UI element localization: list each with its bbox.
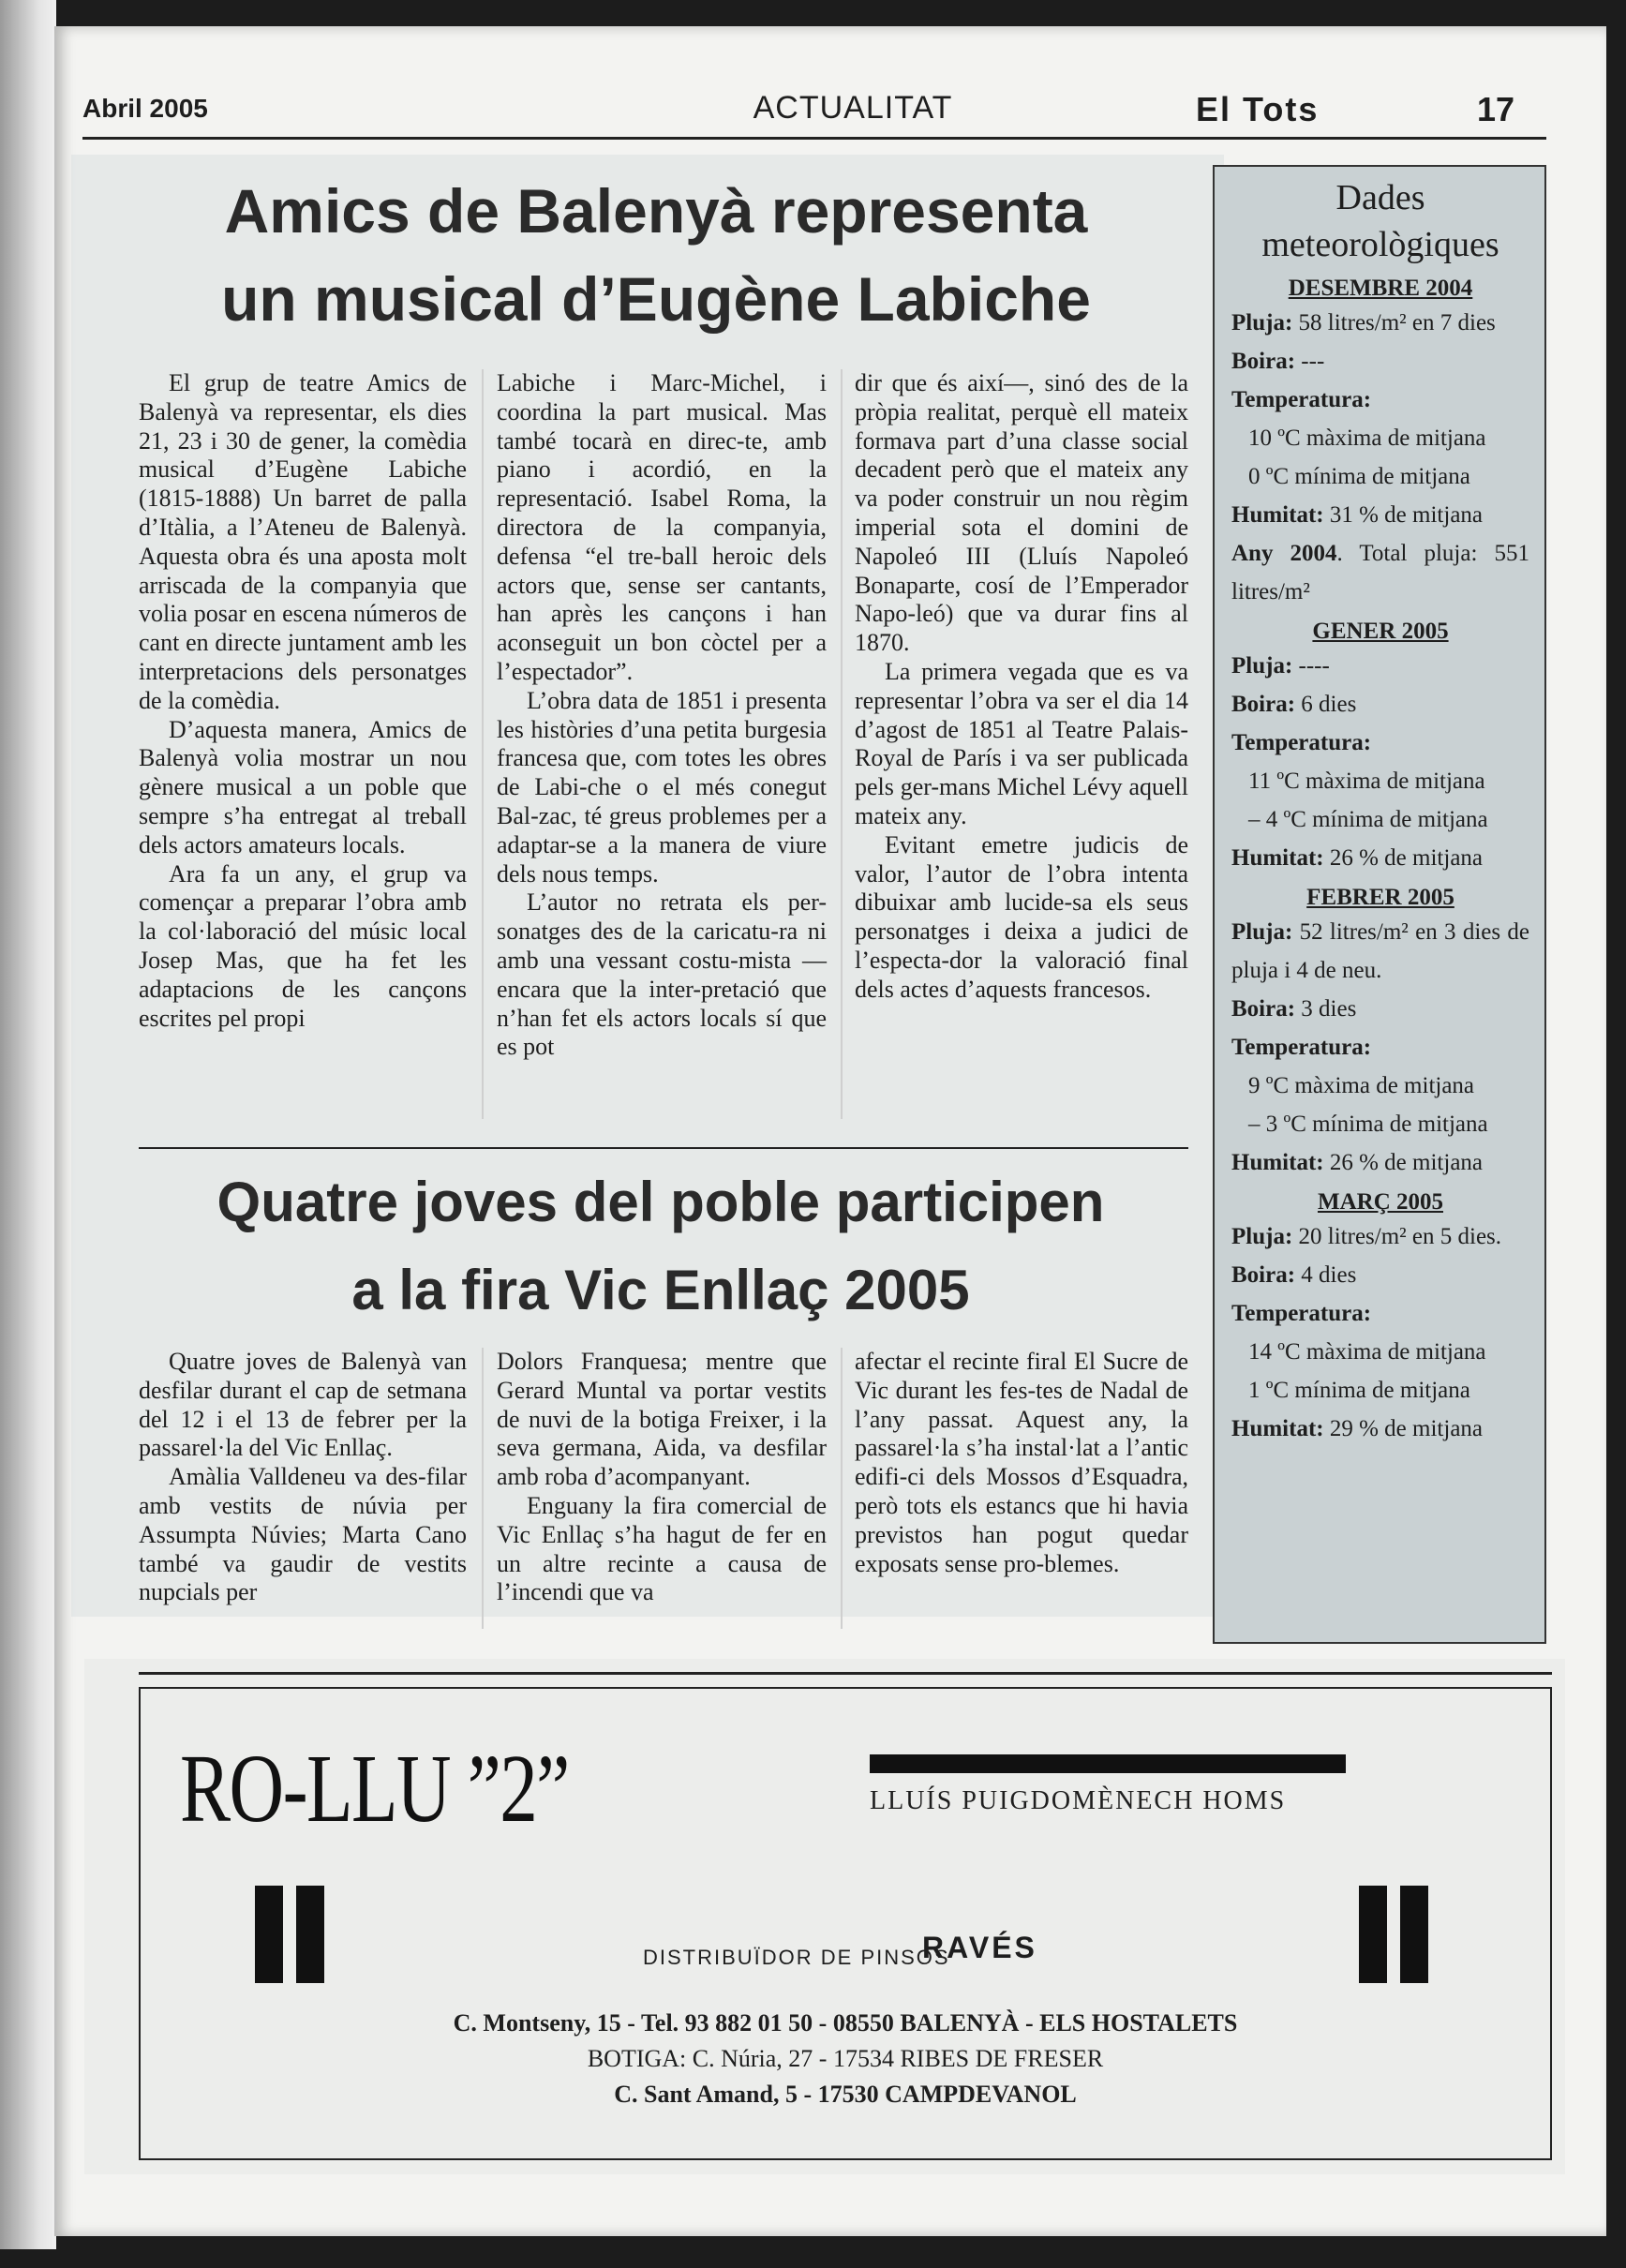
ad-double-bar-mark-right: [1359, 1886, 1432, 1983]
article-divider: [139, 1147, 1188, 1149]
year-total-line: [1231, 534, 1529, 611]
weather-month-block: [1231, 885, 1529, 1182]
ad-brand-name: RO-LLU ”2”: [180, 1735, 569, 1843]
paragraph: L’autor no retrata els per-sonatges des de la caricatu-ra ni amb una vessant costu-mista —encara que la inter-pretació que n’han fet els actors locals sí que es pot: [497, 888, 827, 1061]
temp-max: 11 ºC màxima de mitjana: [1248, 768, 1485, 794]
temp-min: 1 ºC mínima de mitjana: [1248, 1378, 1470, 1403]
fog-line: [1231, 990, 1529, 1028]
value: 3 dies: [1301, 996, 1357, 1022]
sidebar-title: [1231, 174, 1529, 268]
headline-line: Quatre joves del poble participen: [216, 1171, 1105, 1233]
temp-min: 0 ºC mínima de mitjana: [1248, 464, 1470, 489]
rain-line: [1231, 1217, 1529, 1256]
rain-line: [1231, 913, 1529, 990]
temperature-label: [1231, 1028, 1529, 1067]
paragraph: Quatre joves de Balenyà van desfilar durant el cap de setmana del 12 i el 13 de febrer per la passarel·la del Vic Enllaç.: [139, 1348, 467, 1462]
humidity-line: [1231, 839, 1529, 877]
temperature-label: [1231, 1294, 1529, 1333]
headline-line: Amics de Balenyà representa: [224, 176, 1088, 246]
value: . Total pluja: 551 litres/m²: [1231, 541, 1529, 604]
sidebar-title-line: meteorològiques: [1261, 225, 1499, 264]
label: Temperatura:: [1231, 730, 1372, 755]
temp-max: 14 ºC màxima de mitjana: [1248, 1339, 1486, 1365]
ad-owner-name: LLUÍS PUIGDOMÈNECH HOMS: [870, 1786, 1287, 1815]
value: 26 % de mitjana: [1329, 845, 1484, 871]
humidity-line: [1231, 496, 1529, 534]
label: Pluja:: [1231, 1224, 1293, 1249]
issue-date: Abril 2005: [82, 94, 208, 123]
rain-line: [1231, 647, 1529, 685]
value: 58 litres/m² en 7 dies: [1298, 310, 1496, 336]
paragraph: dir que és així—, sinó des de la pròpia realitat, perquè ell mateix formava part d’una classe social decadent però que el mateix any va poder construir un nou règim imperial sota el domini de Napoleó III (Lluís Napoleó Bonaparte, cosí de l’Emperador Napo-leó) que va durar fins al 1870.: [855, 369, 1188, 657]
article2-column-1: [139, 1348, 467, 1607]
headline-line: un musical d’Eugène Labiche: [221, 264, 1091, 334]
weather-month-block: [1231, 619, 1529, 877]
column-rule: [841, 1348, 843, 1629]
paragraph: afectar el recinte firal El Sucre de Vic durant les fes-tes de Nadal de l’any passat. Aquest any, la passarel·la s’ha instal·lat a l’antic edifi-ci dels Mossos d’Esquadra, però tots els estancs que hi havia previstos han pogut quedar exposats sense pro-blemes.: [855, 1348, 1188, 1577]
temperature-label: [1231, 724, 1529, 762]
section-title: ACTUALITAT: [753, 90, 953, 126]
value: 31 % de mitjana: [1329, 502, 1484, 528]
paragraph: L’obra data de 1851 i presenta les històries d’una petita burgesia francesa que, com totes les obres de Labi-che o el més conegut Bal-zac, té greus problemes per a adaptar-se a la manera de viure dels nous temps.: [497, 686, 827, 888]
label: Boira:: [1231, 1262, 1296, 1288]
month-heading: DESEMBRE 2004: [1288, 276, 1473, 301]
value: 26 % de mitjana: [1329, 1150, 1484, 1175]
fog-line: [1231, 342, 1529, 380]
column-rule: [482, 1348, 484, 1629]
label: Temperatura:: [1231, 1301, 1372, 1326]
label: Boira:: [1231, 996, 1296, 1022]
temp-min: – 3 ºC mínima de mitjana: [1248, 1112, 1488, 1137]
label: Humitat:: [1231, 845, 1324, 871]
rain-line: [1231, 304, 1529, 342]
paragraph: Evitant emetre judicis de valor, l’autor de l’obra intenta dibuixar amb lucide-sa els seus personatges i deixa a judici de l’especta-dor la valoració final dels actes d’aquests francesos.: [855, 830, 1188, 1003]
ad-double-bar-mark-left: [255, 1886, 328, 1983]
paragraph: Labiche i Marc-Michel, i coordina la part musical. Mas també tocarà en direc-te, amb piano i acordió, en la representació. Isabel Roma, la directora de la companyia, defensa “el tre-ball heroic dels actors que, sense ser cantants, han après les cançons i han aconseguit un bon còctel per a l’espectador”.: [497, 369, 827, 685]
label: Humitat:: [1231, 1150, 1324, 1175]
ad-black-bar: [870, 1754, 1346, 1773]
value: 52 litres/m² en 3 dies de pluja i 4 de neu.: [1231, 919, 1529, 983]
label: Boira:: [1231, 692, 1296, 717]
paragraph: Amàlia Valldeneu va des-filar amb vestits de núvia per Assumpta Núvies; Marta Cano també va gaudir de vestits nupcials per: [139, 1463, 467, 1606]
month-heading: GENER 2005: [1312, 619, 1449, 644]
header-rule: [82, 137, 1546, 140]
article2-column-3: [855, 1348, 1188, 1578]
label: Temperatura:: [1231, 387, 1372, 412]
headline-line: a la fira Vic Enllaç 2005: [351, 1259, 970, 1321]
page-number: 17: [1477, 90, 1515, 128]
ad-address-line: BOTIGA: C. Núria, 27 - 17534 RIBES DE FRESER: [587, 2045, 1104, 2072]
weather-month-block: [1231, 1189, 1529, 1448]
paragraph: La primera vegada que es va representar l’obra va ser el dia 14 d’agost de 1851 al Teatre Palais-Royal de París i va ser publicada pels ger-mans Michel Lévy aquell mateix any.: [855, 657, 1188, 829]
month-heading: FEBRER 2005: [1306, 885, 1454, 910]
ad-distributor-name: RAVÉS: [922, 1931, 1037, 1964]
article2-column-2: [497, 1348, 827, 1607]
paragraph: Ara fa un any, el grup va començar a preparar l’obra amb la col·laboració del músic local Josep Mas, que ha fet les adaptacions de les cançons escrites pel propi: [139, 859, 467, 1032]
weather-month-block: [1231, 276, 1529, 611]
facing-page-edge: [0, 0, 56, 2249]
value: 4 dies: [1301, 1262, 1357, 1288]
month-heading: MARÇ 2005: [1317, 1189, 1443, 1215]
label: Humitat:: [1231, 502, 1324, 528]
value: 6 dies: [1301, 692, 1357, 717]
paragraph: Enguany la fira comercial de Vic Enllaç s’ha hagut de fer en un altre recinte a causa de l’incendi que va: [497, 1491, 827, 1606]
value: ----: [1298, 653, 1330, 679]
article2-headline: [122, 1158, 1200, 1335]
weather-sidebar: [1213, 165, 1546, 1644]
value: ---: [1301, 349, 1325, 374]
fog-line: [1231, 1256, 1529, 1294]
humidity-line: [1231, 1143, 1529, 1182]
label: Temperatura:: [1231, 1035, 1372, 1060]
temp-min: – 4 ºC mínima de mitjana: [1248, 807, 1488, 832]
ad-top-rule: [139, 1672, 1552, 1675]
temp-max: 10 ºC màxima de mitjana: [1248, 425, 1486, 451]
paragraph: D’aquesta manera, Amics de Balenyà volia mostrar un nou gènere musical a un poble que sempre s’ha entregat al treball dels actors amateurs locals.: [139, 715, 467, 858]
paragraph: Dolors Franquesa; mentre que Gerard Muntal va portar vestits de nuvi de la botiga Freixer, i la seva germana, Aida, va desfilar amb roba d’acompanyant.: [497, 1348, 827, 1491]
publication-name: El Tots: [1196, 90, 1320, 128]
humidity-line: [1231, 1410, 1529, 1448]
ad-address-line: C. Sant Amand, 5 - 17530 CAMPDEVANOL: [614, 2081, 1077, 2108]
value: 20 litres/m² en 5 dies.: [1298, 1224, 1502, 1249]
ad-distributor-label: DISTRIBUÏDOR DE PINSOS: [643, 1946, 950, 1969]
label: Pluja:: [1231, 919, 1293, 945]
label: Pluja:: [1231, 310, 1293, 336]
article1-headline: [112, 167, 1200, 343]
label: Humitat:: [1231, 1416, 1324, 1441]
article1-column-3: [855, 369, 1188, 1005]
value: 29 % de mitjana: [1329, 1416, 1484, 1441]
temperature-label: [1231, 380, 1529, 419]
temp-max: 9 ºC màxima de mitjana: [1248, 1073, 1475, 1098]
label: Any 2004: [1231, 541, 1337, 566]
label: Pluja:: [1231, 653, 1293, 679]
paragraph: El grup de teatre Amics de Balenyà va representar, els dies 21, 23 i 30 de gener, la comèdia musical d’Eugène Labiche (1815-1888) Un barret de palla d’Itàlia, a l’Ateneu de Balenyà. Aquesta obra és una aposta molt arriscada de la companyia que volia posar en escena números de cant en directe juntament amb les interpretacions dels personatges de la comèdia.: [139, 369, 467, 714]
column-rule: [482, 369, 484, 1119]
article1-column-1: [139, 369, 467, 1033]
article1-column-2: [497, 369, 827, 1062]
fog-line: [1231, 685, 1529, 724]
label: Boira:: [1231, 349, 1296, 374]
column-rule: [841, 369, 843, 1119]
sidebar-title-line: Dades: [1335, 178, 1425, 217]
ad-address-line: C. Montseny, 15 - Tel. 93 882 01 50 - 08550 BALENYÀ - ELS HOSTALETS: [453, 2009, 1238, 2037]
